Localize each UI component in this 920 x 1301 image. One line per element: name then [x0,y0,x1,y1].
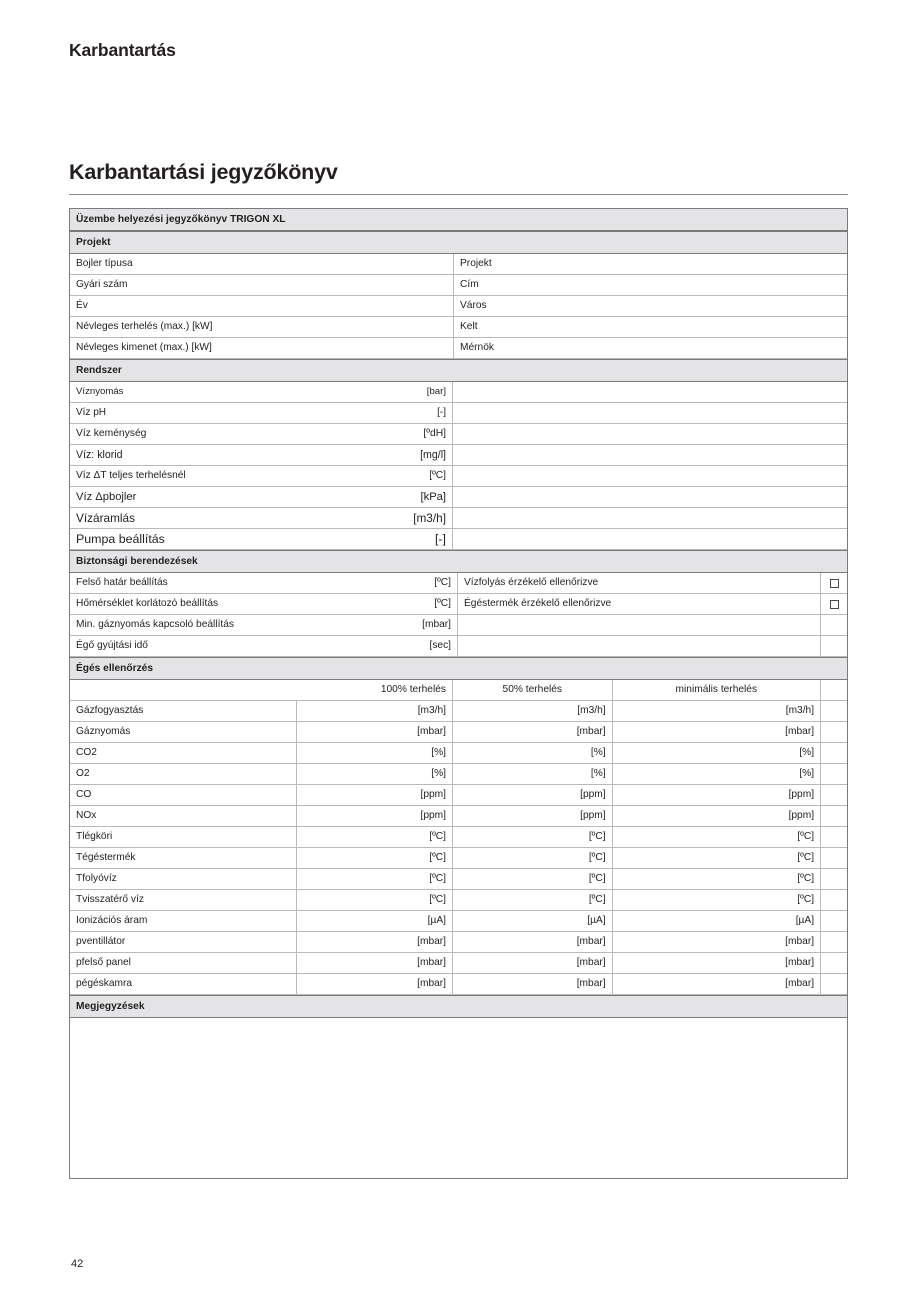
row-label: pfelső panel [70,953,297,973]
row-unit: [ºC] [372,573,458,593]
table-row [70,338,847,359]
row-input-area[interactable] [453,487,847,507]
row-label: Égő gyújtási idő [76,640,148,651]
column-header-min: minimális terhelés [613,680,821,700]
table-row [70,890,847,911]
row-label: Gáznyomás [70,722,297,742]
row-label: Víz ΔT teljes terhelésnél [76,470,186,481]
table-row [70,743,847,764]
table-row [70,911,847,932]
column-header-tail [821,680,847,700]
row-tail[interactable] [821,743,847,763]
row-label: Vízáramlás [76,511,136,525]
table-row [70,529,847,550]
row-unit-100[interactable]: [m3/h] [297,701,453,721]
row-unit-min[interactable]: [%] [613,764,821,784]
row-label: Víznyomás [76,386,124,397]
row-unit-min[interactable]: [ppm] [613,806,821,826]
row-checkbox-cell[interactable] [821,615,847,635]
row-unit-50[interactable]: [mbar] [453,932,613,952]
column-header-blank [70,680,297,700]
row-unit-50[interactable]: [µA] [453,911,613,931]
row-unit-50[interactable]: [%] [453,764,613,784]
row-unit-100[interactable]: [%] [297,743,453,763]
row-value[interactable]: Mérnök [460,342,494,353]
row-unit: [bar] [367,382,453,402]
row-unit-50[interactable]: [ºC] [453,890,613,910]
table-row [70,722,847,743]
row-unit: [mbar] [372,615,458,635]
section-heading-megjegyzesek: Megjegyzések [70,995,847,1018]
row-unit-100[interactable]: [mbar] [297,953,453,973]
page-title: Karbantartási jegyzőkönyv [69,160,338,184]
row-input-area[interactable] [453,382,847,402]
commissioning-form-table [69,208,848,1179]
table-row [70,806,847,827]
row-unit-min[interactable]: [ºC] [613,890,821,910]
row-tail[interactable] [821,848,847,868]
table-row [70,615,847,636]
row-label: Gázfogyasztás [70,701,297,721]
row-unit: [mg/l] [367,445,453,465]
row-unit-100[interactable]: [mbar] [297,722,453,742]
table-row [70,848,847,869]
row-label: Min. gáznyomás kapcsoló beállítás [76,619,234,630]
section-heading-projekt: Projekt [70,231,847,254]
row-label: Névleges terhelés (max.) [kW] [70,317,454,337]
row-tail[interactable] [821,701,847,721]
row-label: Víz Δpbojler [76,491,137,503]
table-row [70,953,847,974]
table-row [70,869,847,890]
row-label: Pumpa beállítás [76,532,165,546]
table-row [70,403,847,424]
row-tail[interactable] [821,785,847,805]
row-unit-min[interactable]: [ºC] [613,869,821,889]
row-unit-min[interactable]: [ºC] [613,848,821,868]
row-unit-min[interactable]: [mbar] [613,953,821,973]
table-row [70,296,847,317]
checkbox-icon[interactable] [830,579,839,588]
row-label: CO [70,785,297,805]
page-number: 42 [71,1258,84,1270]
row-value[interactable]: Cím [460,279,479,290]
row-tail[interactable] [821,806,847,826]
row-unit-min[interactable]: [ppm] [613,785,821,805]
row-unit-100[interactable]: [µA] [297,911,453,931]
row-tail[interactable] [821,890,847,910]
row-label: Ionizációs áram [70,911,297,931]
row-tail[interactable] [821,764,847,784]
row-unit-50[interactable]: [mbar] [453,953,613,973]
row-unit: [-] [367,403,453,423]
row-unit-50[interactable]: [ºC] [453,827,613,847]
row-tail[interactable] [821,722,847,742]
running-head: Karbantartás [69,40,176,60]
row-unit-50[interactable]: [ppm] [453,785,613,805]
row-label: Névleges kimenet (max.) [kW] [70,338,454,358]
table-row [70,275,847,296]
table-row [70,254,847,275]
row-unit-100[interactable]: [%] [297,764,453,784]
row-tail[interactable] [821,953,847,973]
row-label: pégéskamra [70,974,297,994]
row-input-area[interactable] [453,466,847,486]
row-unit: [sec] [372,636,458,656]
row-label: Év [70,296,454,316]
row-unit: [-] [367,529,453,549]
row-label: CO2 [70,743,297,763]
row-label: NOx [70,806,297,826]
row-label: Tlégköri [70,827,297,847]
row-label: Bojler típusa [70,254,454,274]
table-row [70,424,847,445]
section-heading-biztonsagi: Biztonsági berendezések [70,550,847,573]
table-row [70,594,847,615]
row-unit: [ºdH] [367,424,453,444]
table-row [70,487,847,508]
row-checkbox-cell[interactable] [821,594,847,614]
table-row [70,508,847,529]
table-column-header-row [70,680,847,701]
row-unit-100[interactable]: [mbar] [297,974,453,994]
row-label: Víz pH [76,407,107,418]
row-unit-min[interactable]: [µA] [613,911,821,931]
row-label: Felső határ beállítás [76,577,168,588]
row-unit-min[interactable]: [mbar] [613,932,821,952]
row-checkbox-cell[interactable] [821,573,847,593]
row-label: Tvisszatérő víz [70,890,297,910]
section-heading-rendszer: Rendszer [70,359,847,382]
row-unit-50[interactable]: [ºC] [453,848,613,868]
table-row [70,573,847,594]
row-unit-50[interactable]: [m3/h] [453,701,613,721]
table-row [70,827,847,848]
row-unit: [ºC] [367,466,453,486]
row-check-label: Égéstermék érzékelő ellenőrizve [458,594,821,614]
table-row [70,382,847,403]
row-tail[interactable] [821,932,847,952]
row-input-area[interactable] [453,424,847,444]
row-checkbox-cell[interactable] [821,636,847,656]
row-input-area[interactable] [453,508,847,528]
row-check-label: Vízfolyás érzékelő ellenőrizve [458,573,821,593]
row-check-label[interactable] [458,636,821,656]
row-unit: [m3/h] [367,508,453,528]
row-tail[interactable] [821,869,847,889]
table-row [70,764,847,785]
column-header-100: 100% terhelés [297,680,453,700]
row-label: Hőmérséklet korlátozó beállítás [76,598,219,609]
row-unit-100[interactable]: [ºC] [297,848,453,868]
row-value[interactable]: Város [460,300,487,311]
table-row [70,636,847,657]
checkbox-icon[interactable] [830,600,839,609]
table-row [70,785,847,806]
row-tail[interactable] [821,974,847,994]
table-row [70,466,847,487]
row-unit-100[interactable]: [ppm] [297,785,453,805]
table-row [70,932,847,953]
column-header-50: 50% terhelés [453,680,613,700]
row-unit-50[interactable]: [mbar] [453,974,613,994]
row-input-area[interactable] [453,529,847,549]
row-unit-100[interactable]: [ºC] [297,869,453,889]
row-unit: [kPa] [367,487,453,507]
row-unit-min[interactable]: [ºC] [613,827,821,847]
row-unit-min[interactable]: [%] [613,743,821,763]
row-label: Tfolyóvíz [70,869,297,889]
row-unit: [ºC] [372,594,458,614]
row-unit-50[interactable]: [%] [453,743,613,763]
row-unit-min[interactable]: [mbar] [613,974,821,994]
row-label: Víz: klorid [76,449,123,461]
notes-input-area[interactable] [70,1018,847,1178]
table-title-band: Üzembe helyezési jegyzőkönyv TRIGON XL [70,209,847,231]
row-label: pventillátor [70,932,297,952]
row-unit-min[interactable]: [m3/h] [613,701,821,721]
row-unit-50[interactable]: [mbar] [453,722,613,742]
row-label: O2 [70,764,297,784]
row-unit-min[interactable]: [mbar] [613,722,821,742]
row-unit-100[interactable]: [ppm] [297,806,453,826]
row-tail[interactable] [821,911,847,931]
table-row [70,445,847,466]
table-row [70,701,847,722]
row-input-area[interactable] [453,445,847,465]
row-check-label[interactable] [458,615,821,635]
row-unit-50[interactable]: [ppm] [453,806,613,826]
row-label: Víz keménység [76,428,147,439]
row-input-area[interactable] [453,403,847,423]
row-value[interactable]: Projekt [460,258,492,269]
row-value[interactable]: Kelt [460,321,478,332]
row-tail[interactable] [821,827,847,847]
section-heading-eges: Égés ellenőrzés [70,657,847,680]
row-unit-100[interactable]: [ºC] [297,890,453,910]
row-label: Tégéstermék [70,848,297,868]
row-unit-100[interactable]: [mbar] [297,932,453,952]
table-row [70,317,847,338]
title-divider [69,194,848,195]
row-label: Gyári szám [70,275,454,295]
row-unit-50[interactable]: [ºC] [453,869,613,889]
table-row [70,974,847,995]
row-unit-100[interactable]: [ºC] [297,827,453,847]
